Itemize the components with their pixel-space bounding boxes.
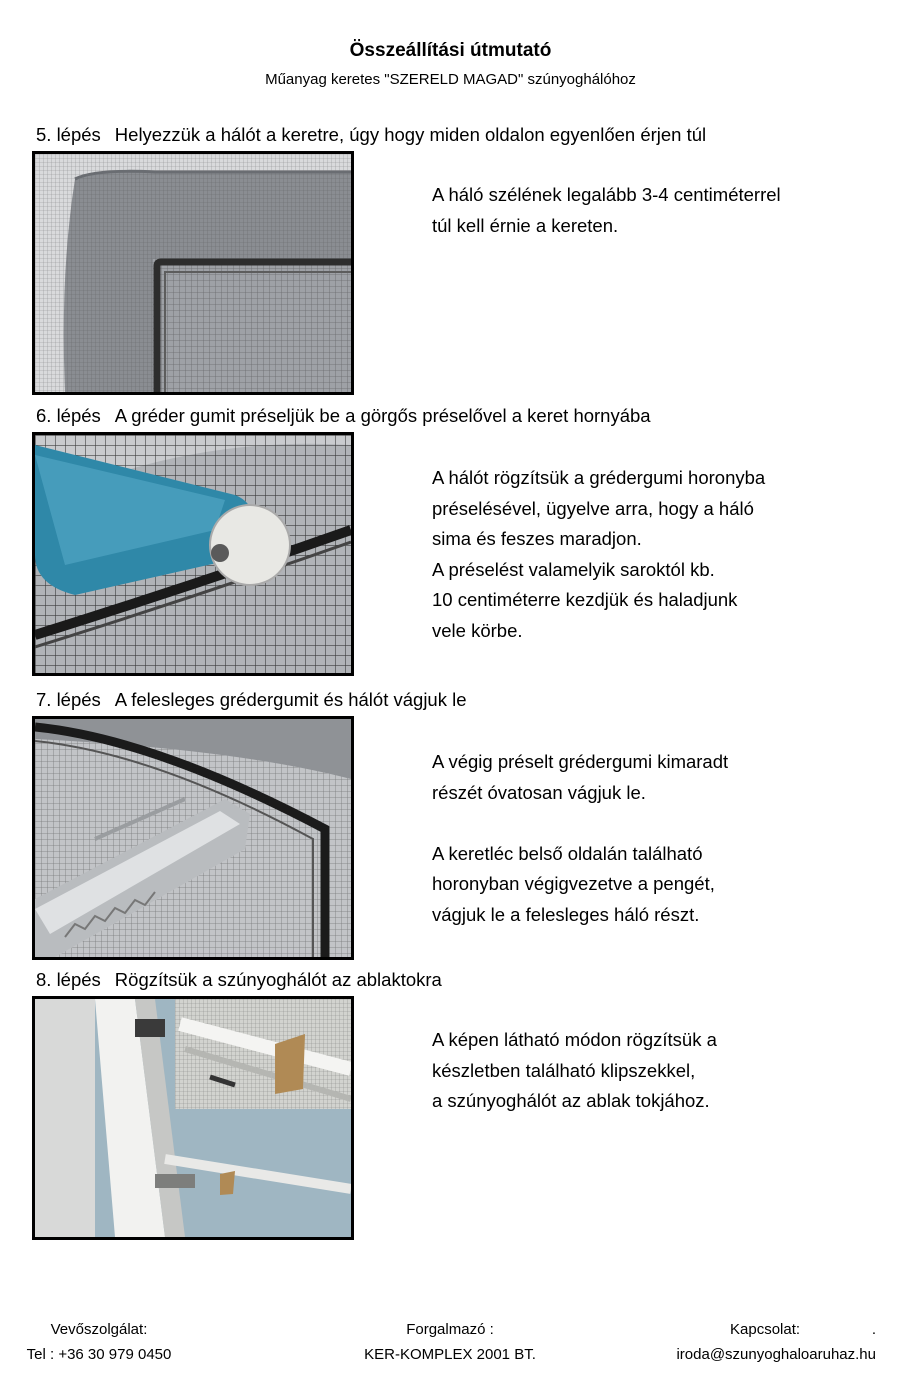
step-7-line: vágjuk le a felesleges háló részt. <box>432 903 700 925</box>
step-7-line <box>432 808 728 839</box>
footer-distributor <box>350 1317 550 1367</box>
step-6-heading <box>36 405 651 427</box>
footer-contact <box>660 1317 876 1367</box>
step-7-line: A keretléc belső oldalán található <box>432 842 703 864</box>
page-title: Összeállítási útmutató <box>349 40 552 61</box>
step-6-line: A hálót rögzítsük a grédergumi horonyba <box>432 467 766 488</box>
step-6-description <box>432 463 765 646</box>
step-7-line: A végig préselt grédergumi kimaradt <box>432 751 729 772</box>
distributor-label: Forgalmazó : <box>406 1321 494 1338</box>
step-5-title: Helyezzük a hálót a keretre, úgy hogy miden oldalon egyenlően érjen túl <box>114 124 707 145</box>
footer-service <box>24 1317 174 1367</box>
step-7-number: 7. lépés <box>36 689 101 710</box>
step-5-number: 5. lépés <box>36 124 101 145</box>
step-6-line: vele körbe. <box>432 619 523 641</box>
step-7-photo <box>32 716 354 960</box>
step-7-line: horonyban végigvezetve a pengét, <box>432 873 715 894</box>
step-8-line: készletben található klipszekkel, <box>432 1059 696 1081</box>
service-label: Vevőszolgálat: <box>50 1321 148 1338</box>
contact-email-link[interactable]: iroda@szunyoghaloaruhaz.hu <box>676 1346 876 1363</box>
contact-label: Kapcsolat: <box>730 1321 801 1338</box>
step-5-photo <box>32 151 354 395</box>
step-8-photo <box>32 996 354 1240</box>
step-8-description <box>432 1025 717 1117</box>
step-8-number: 8. lépés <box>36 969 101 990</box>
page-subtitle: Műanyag keretes "SZERELD MAGAD" szúnyoghálóhoz <box>265 71 636 88</box>
step-8-line: a szúnyoghálót az ablak tokjához. <box>432 1090 710 1111</box>
step-5-line: A háló szélének legalább 3-4 centiméterrel <box>432 184 781 205</box>
step-7-title: A felesleges grédergumit és hálót vágjuk le <box>114 689 467 710</box>
step-6-photo <box>32 432 354 676</box>
step-6-number: 6. lépés <box>36 405 101 426</box>
step-6-line: 10 centiméterre kezdjük és haladjunk <box>432 589 738 610</box>
step-7-heading <box>36 689 467 711</box>
step-5-heading <box>36 124 706 146</box>
step-6-line: A préselést valamelyik saroktól kb. <box>432 558 715 580</box>
step-8-line: A képen látható módon rögzítsük a <box>432 1029 717 1050</box>
distributor-name: KER-KOMPLEX 2001 BT. <box>364 1346 536 1363</box>
step-7-line: részét óvatosan vágjuk le. <box>432 781 646 803</box>
step-8-heading <box>36 969 442 991</box>
step-7-description <box>432 747 728 930</box>
step-6-line: préselésével, ügyelve arra, hogy a háló <box>432 497 754 519</box>
step-5-description <box>432 180 781 241</box>
step-8-title: Rögzítsük a szúnyoghálót az ablaktokra <box>114 969 442 990</box>
contact-dot: . <box>871 1321 876 1338</box>
step-6-title: A gréder gumit préseljük be a görgős préselővel a keret hornyába <box>114 405 651 426</box>
step-5-line: túl kell érnie a kereten. <box>432 214 619 236</box>
step-6-line: sima és feszes maradjon. <box>432 528 642 549</box>
service-phone: Tel : +36 30 979 0450 <box>26 1346 172 1363</box>
